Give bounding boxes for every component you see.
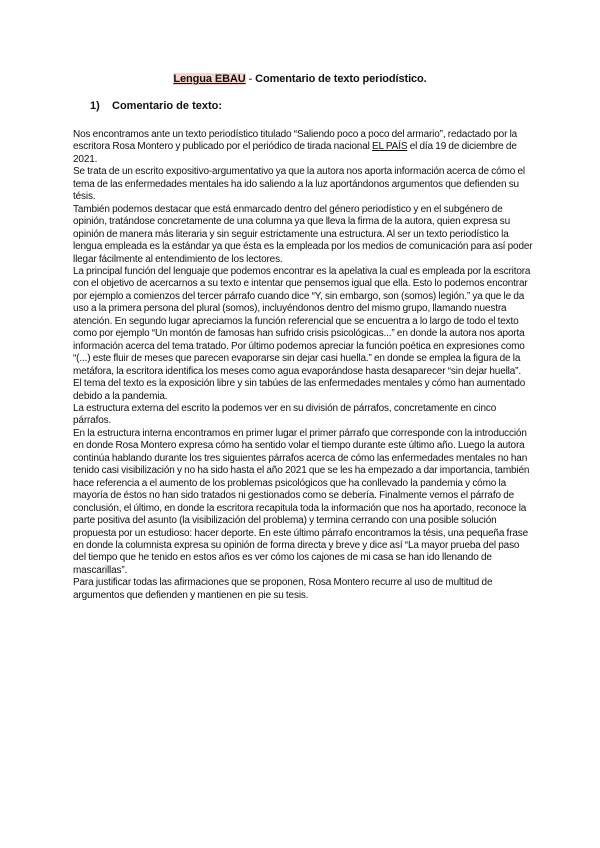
paragraph-intro xyxy=(73,129,533,166)
section-heading xyxy=(90,100,222,113)
document-body xyxy=(73,129,533,602)
title-highlight: Lengua EBAU xyxy=(173,73,246,85)
paragraph-arguments: Para justificar todas las afirmaciones que se proponen, Rosa Montero recurre al uso de multitud de argumentos que defienden y mantienen en pie su tesis. xyxy=(73,577,493,601)
paragraph-language-functions: La principal función del lenguaje que podemos encontrar es la apelativa la cual es empleada por la escritora con el objetivo de acercarnos a su texto e intentar que pensemos igual que ella. Esto lo podemos encontrar por ejemplo a comienzos del tercer párrafo cuando dice “Y, sin embargo, son (somos) legión.” ya que le da uso a la primera persona del plural (somos), incluyéndonos dentro del mismo grupo, llamando nuestra atención. En segundo lugar apreciamos la función referencial que se encuentra a lo largo de todo el texto como por ejemplo “Un montón de famosas han sufrido crisis psicológicas...” en donde la autora nos aporta información acerca del tema tratado. Por último podemos apreciar la función poética en expresiones como “(...) este fluir de meses que parecen evaporarse sin dejar casi huella.” en donde se emplea la figura de la metáfora, la escritora identifica los meses como agua evaporándose hasta desaparecer “sin dejar huella”. xyxy=(73,265,531,377)
title-text: Comentario de texto periodístico. xyxy=(255,73,427,85)
paragraph-intro-text-b: el día 19 de diciembre de 2021. xyxy=(73,141,517,165)
paragraph-topic: El tema del texto es la exposición libre y sin tabúes de las enfermedades mentales y cómo han aumentado debido a la pandemia. xyxy=(73,378,526,402)
paragraph-internal-structure: En la estructura interna encontramos en primer lugar el primer párrafo que corresponde con la introducción en donde Rosa Montero expresa cómo ha sentido volar el tiempo durante este último año. Luego la autora continúa hablando durante los tres siguientes párrafos acerca de cómo las enfermedades mentales no han tenido casi visibilización y no ha sido hasta el año 2021 que se les ha empezado a dar importancia, también hace referencia a el aumento de los problemas psicológicos que ha conllevado la pandemia y cómo la mayoría de éstos no han sido tratados ni gestionados como se debería. Finalmente vemos el párrafo de conclusión, el último, en donde la escritora recapitula toda la información que nos ha aportado, reconoce la parte positiva del asunto (la visibilización del problema) y termina cerrando con una posible solución propuesta por un estudioso: hacer deporte. En este último párrafo encontramos la tésis, una pequeña frase en donde la columnista expresa su opinión de forma directa y breve y dice así “La mayor prueba del paso del tiempo que he tenido en estos años es ver cómo los cajones de mi casa se han ido llenando de mascarillas”. xyxy=(73,427,530,576)
paragraph-intro-text-a: Nos encontramos ante un texto periodístico titulado “Saliendo poco a poco del armario”, redactado por la escritora Rosa Montero y publicado por el periódico de tirada nacional xyxy=(73,129,518,153)
paragraph-genre: También podemos destacar que está enmarcado dentro del género periodístico y en el subgénero de opinión, tratándose concretamente de una columna ya que lleva la firma de la autora, quien expresa su opinión de manera más literaria y sin seguir estrictamente una estructura. Al ser un texto periodístico la lengua empleada es la estándar ya que ésta es la empleada por los medios de comunicación para así poder llegar fácilmente al entendimiento de los lectores. xyxy=(73,203,533,265)
section-heading-text: Comentario de texto: xyxy=(112,100,223,112)
section-number: 1) xyxy=(90,100,100,112)
title-separator: - xyxy=(245,73,256,85)
newspaper-name: EL PAÍS xyxy=(372,141,408,153)
paragraph-text-type: Se trata de un escrito expositivo-argumentativo ya que la autora nos aporta información acerca de cómo el tema de las enfermedades mentales ha ido saliendo a la luz aportándonos argumentos que defienden su tésis. xyxy=(73,166,525,203)
document-title xyxy=(0,73,600,86)
paragraph-external-structure: La estructura externa del escrito la podemos ver en su división de párrafos, concretamente en cinco párrafos. xyxy=(73,402,497,427)
